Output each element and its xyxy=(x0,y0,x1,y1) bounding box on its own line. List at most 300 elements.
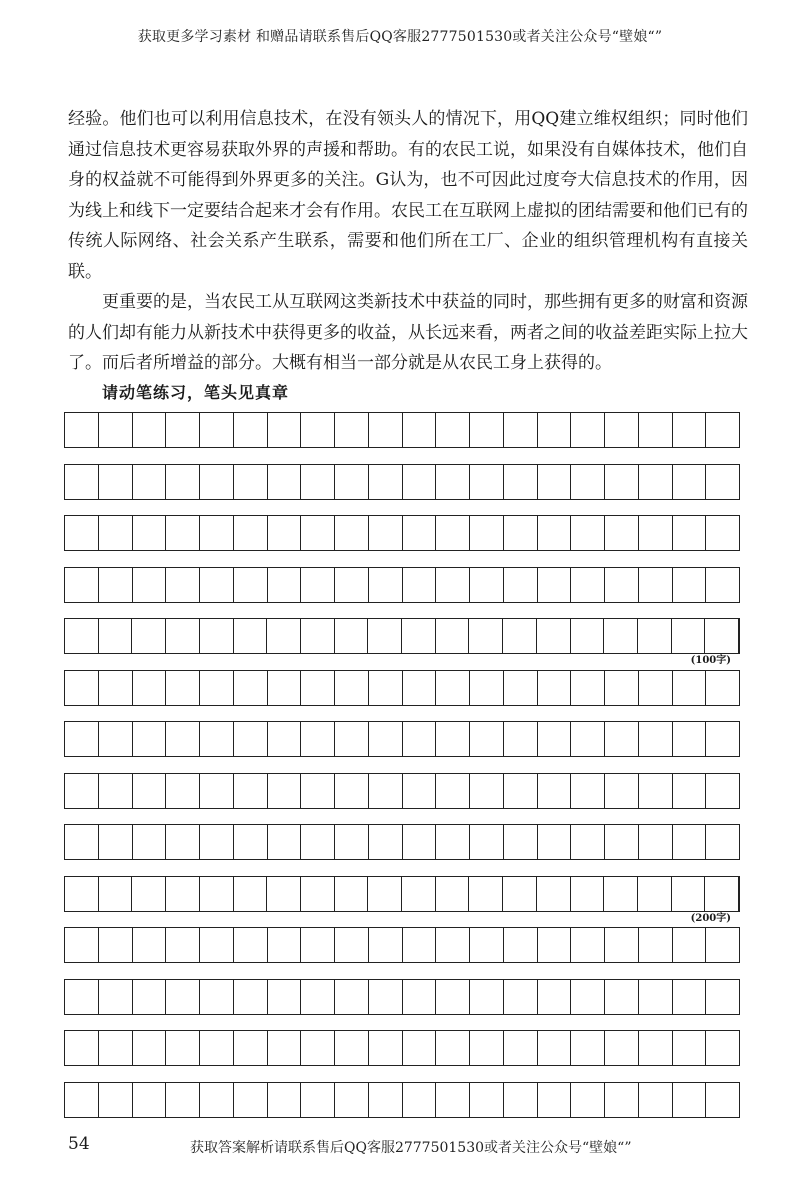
grid-cell xyxy=(335,1083,369,1117)
grid-cell xyxy=(504,516,538,550)
grid-row xyxy=(64,979,740,1015)
grid-cell xyxy=(673,722,707,756)
grid-cell xyxy=(504,465,538,499)
grid-cell xyxy=(234,568,268,602)
grid-cell xyxy=(99,568,133,602)
grid-cell xyxy=(605,1031,639,1065)
grid-cell xyxy=(99,980,133,1014)
grid-cell xyxy=(706,928,739,962)
grid-cell xyxy=(166,825,200,859)
grid-cell xyxy=(301,671,335,705)
grid-cell xyxy=(673,465,707,499)
grid-row xyxy=(64,412,740,448)
grid-cell xyxy=(571,1083,605,1117)
grid-cell xyxy=(234,619,268,653)
grid-cell xyxy=(99,774,133,808)
grid-cell xyxy=(335,825,369,859)
grid-cell xyxy=(65,671,99,705)
grid-cell xyxy=(571,980,605,1014)
grid-cell xyxy=(369,1083,403,1117)
grid-cell xyxy=(200,671,234,705)
grid-cell xyxy=(65,722,99,756)
grid-cell xyxy=(605,825,639,859)
grid-cell xyxy=(705,877,739,911)
grid-cell xyxy=(200,1031,234,1065)
grid-cell xyxy=(436,516,470,550)
grid-cell xyxy=(403,465,437,499)
grid-cell xyxy=(639,722,673,756)
grid-cell xyxy=(301,568,335,602)
grid-cell xyxy=(436,877,470,911)
grid-cell xyxy=(133,825,167,859)
grid-cell xyxy=(301,980,335,1014)
grid-cell xyxy=(673,1083,707,1117)
grid-cell xyxy=(65,413,99,447)
grid-cell xyxy=(470,1031,504,1065)
grid-cell xyxy=(706,774,739,808)
grid-cell xyxy=(65,980,99,1014)
grid-cell xyxy=(234,1031,268,1065)
grid-cell xyxy=(538,774,572,808)
grid-cell xyxy=(571,465,605,499)
grid-cell xyxy=(673,413,707,447)
practice-prompt: 请动笔练习，笔头见真章 xyxy=(102,383,290,402)
paragraph-1: 经验。他们也可以利用信息技术，在没有领头人的情况下，用QQ建立维权组织；同时他们通过信息技术更容易获取外界的声援和帮助。有的农民工说，如果没有自媒体技术，他们自身的权益就不可能得到外界更多的关注。G认为，也不可因此过度夸大信息技术的作用，因为线上和线下一定要结合起来才会有作用。农民工在互联网上虚拟的团结需要和他们已有的传统人际网络、社会关系产生联系，需要和他们所在工厂、企业的组织管理机构有直接关联。 xyxy=(68,109,748,282)
grid-cell xyxy=(335,774,369,808)
grid-cell xyxy=(99,877,133,911)
grid-row xyxy=(64,876,740,924)
grid-cell xyxy=(571,928,605,962)
grid-cell xyxy=(268,568,302,602)
grid-cell xyxy=(571,722,605,756)
grid-cell xyxy=(65,1083,99,1117)
grid-cell xyxy=(706,465,739,499)
grid-cell xyxy=(132,877,166,911)
grid-cell xyxy=(469,877,503,911)
grid-cell xyxy=(369,671,403,705)
grid-cell xyxy=(436,1031,470,1065)
grid-cell xyxy=(470,774,504,808)
grid-cell xyxy=(200,568,234,602)
grid-cell xyxy=(571,825,605,859)
grid-cell xyxy=(673,928,707,962)
grid-cell xyxy=(538,413,572,447)
grid-cell xyxy=(369,568,403,602)
grid-row xyxy=(64,670,740,706)
grid-cell xyxy=(470,928,504,962)
grid-cell xyxy=(369,825,403,859)
grid-cell xyxy=(470,671,504,705)
grid-cell xyxy=(504,671,538,705)
grid-cell xyxy=(369,1031,403,1065)
grid-row xyxy=(64,618,740,666)
word-count-mark-100: (100字) xyxy=(690,655,731,666)
grid-cell xyxy=(403,928,437,962)
grid-cell xyxy=(605,568,639,602)
grid-cell xyxy=(268,980,302,1014)
grid-cell xyxy=(639,980,673,1014)
grid-cell xyxy=(267,877,301,911)
grid-cell xyxy=(234,774,268,808)
grid-cell xyxy=(639,1083,673,1117)
grid-cell xyxy=(166,465,200,499)
grid-cell xyxy=(200,928,234,962)
grid-cell xyxy=(65,1031,99,1065)
grid-row xyxy=(64,1030,740,1066)
grid-cell xyxy=(335,877,369,911)
grid-cell xyxy=(673,825,707,859)
grid-cell xyxy=(403,825,437,859)
grid-cell xyxy=(638,877,672,911)
grid-cell xyxy=(166,671,200,705)
grid-cell xyxy=(268,516,302,550)
grid-cell xyxy=(234,465,268,499)
grid-cell xyxy=(436,671,470,705)
grid-cell xyxy=(234,877,268,911)
grid-cell xyxy=(504,1031,538,1065)
grid-cell xyxy=(504,413,538,447)
grid-cell xyxy=(65,516,99,550)
grid-cell xyxy=(99,671,133,705)
grid-cell xyxy=(436,980,470,1014)
grid-cell xyxy=(673,774,707,808)
grid-cell xyxy=(571,413,605,447)
grid-cell xyxy=(673,516,707,550)
page-header: 获取更多学习素材 和赠品请联系售后QQ客服2777501530或者关注公众号“壁娘“” xyxy=(137,29,663,45)
grid-cell xyxy=(672,619,706,653)
grid-cell xyxy=(133,928,167,962)
grid-cell xyxy=(604,877,638,911)
grid-cell xyxy=(605,516,639,550)
grid-cell xyxy=(706,1083,739,1117)
grid-cell xyxy=(166,722,200,756)
writing-grid xyxy=(64,412,740,1118)
grid-cell xyxy=(166,619,200,653)
grid-cell xyxy=(369,774,403,808)
grid-cell xyxy=(268,774,302,808)
grid-cell xyxy=(133,413,167,447)
grid-cell xyxy=(65,825,99,859)
grid-cell xyxy=(673,671,707,705)
grid-cell xyxy=(402,619,436,653)
grid-cell xyxy=(470,980,504,1014)
grid-cell xyxy=(571,1031,605,1065)
grid-cell xyxy=(706,980,739,1014)
grid-cell xyxy=(706,722,739,756)
grid-cell xyxy=(605,1083,639,1117)
grid-cell xyxy=(706,413,739,447)
grid-cell xyxy=(639,825,673,859)
grid-cell xyxy=(132,619,166,653)
grid-cell xyxy=(200,980,234,1014)
grid-cell xyxy=(133,1031,167,1065)
grid-cell xyxy=(470,568,504,602)
grid-cell xyxy=(503,877,537,911)
grid-cell xyxy=(200,465,234,499)
grid-cell xyxy=(538,671,572,705)
grid-row xyxy=(64,824,740,860)
page-footer: 获取答案解析请联系售后QQ客服2777501530或者关注公众号“壁娘“” xyxy=(190,1140,632,1156)
grid-cell xyxy=(571,619,605,653)
grid-cell xyxy=(335,568,369,602)
grid-cell xyxy=(133,465,167,499)
grid-cell xyxy=(133,1083,167,1117)
grid-cell xyxy=(234,928,268,962)
grid-cell xyxy=(301,465,335,499)
grid-cell xyxy=(200,516,234,550)
grid-cell xyxy=(335,671,369,705)
grid-cell xyxy=(672,877,706,911)
grid-cell xyxy=(436,465,470,499)
grid-cell xyxy=(538,980,572,1014)
grid-cell xyxy=(301,722,335,756)
grid-cell xyxy=(538,516,572,550)
grid-cell xyxy=(369,465,403,499)
grid-row xyxy=(64,567,740,603)
grid-cell xyxy=(99,1083,133,1117)
grid-cell xyxy=(537,619,571,653)
grid-cell xyxy=(604,619,638,653)
grid-cell xyxy=(436,774,470,808)
grid-cell xyxy=(538,1083,572,1117)
grid-cell xyxy=(234,980,268,1014)
grid-cell xyxy=(368,619,402,653)
grid-cell xyxy=(605,465,639,499)
grid-cell xyxy=(99,928,133,962)
grid-cell xyxy=(369,980,403,1014)
grid-cell xyxy=(403,413,437,447)
grid-cell xyxy=(301,928,335,962)
grid-cell xyxy=(369,928,403,962)
grid-cell xyxy=(403,516,437,550)
grid-cell xyxy=(504,928,538,962)
grid-cell xyxy=(268,1083,302,1117)
grid-row xyxy=(64,515,740,551)
grid-cell xyxy=(99,825,133,859)
grid-cell xyxy=(301,516,335,550)
grid-cell xyxy=(301,825,335,859)
grid-cell xyxy=(234,1083,268,1117)
grid-cell xyxy=(403,1031,437,1065)
grid-cell xyxy=(166,928,200,962)
grid-cell xyxy=(538,722,572,756)
grid-cell xyxy=(538,1031,572,1065)
grid-cell xyxy=(639,928,673,962)
grid-cell xyxy=(65,774,99,808)
grid-cell xyxy=(436,722,470,756)
word-count-mark-200: (200字) xyxy=(690,912,731,924)
grid-cell xyxy=(335,619,369,653)
grid-row xyxy=(64,464,740,500)
grid-cell xyxy=(639,465,673,499)
grid-cell xyxy=(470,413,504,447)
grid-cell xyxy=(133,568,167,602)
grid-cell xyxy=(65,568,99,602)
grid-cell xyxy=(166,1031,200,1065)
grid-cell xyxy=(571,774,605,808)
grid-cell xyxy=(166,774,200,808)
grid-cell xyxy=(706,516,739,550)
grid-cell xyxy=(268,465,302,499)
grid-cell xyxy=(639,671,673,705)
grid-cell xyxy=(65,465,99,499)
grid-cell xyxy=(234,413,268,447)
grid-cell xyxy=(99,722,133,756)
grid-cell xyxy=(133,980,167,1014)
grid-cell xyxy=(200,877,234,911)
grid-cell xyxy=(436,928,470,962)
grid-cell xyxy=(503,619,537,653)
grid-cell xyxy=(234,825,268,859)
grid-cell xyxy=(504,825,538,859)
grid-cell xyxy=(504,774,538,808)
grid-cell xyxy=(639,516,673,550)
grid-cell xyxy=(368,877,402,911)
grid-cell xyxy=(639,568,673,602)
grid-cell xyxy=(538,825,572,859)
grid-cell xyxy=(133,774,167,808)
grid-cell xyxy=(234,722,268,756)
grid-cell xyxy=(470,1083,504,1117)
grid-cell xyxy=(402,877,436,911)
grid-cell xyxy=(268,928,302,962)
grid-cell xyxy=(571,516,605,550)
grid-cell xyxy=(639,774,673,808)
grid-cell xyxy=(99,465,133,499)
grid-row xyxy=(64,927,740,963)
grid-cell xyxy=(504,1083,538,1117)
grid-cell xyxy=(605,928,639,962)
grid-cell xyxy=(301,1031,335,1065)
grid-cell xyxy=(301,877,335,911)
grid-cell xyxy=(234,516,268,550)
grid-cell xyxy=(234,671,268,705)
grid-cell xyxy=(369,516,403,550)
grid-cell xyxy=(706,1031,739,1065)
grid-cell xyxy=(268,413,302,447)
grid-cell xyxy=(436,413,470,447)
grid-cell xyxy=(335,980,369,1014)
grid-cell xyxy=(470,722,504,756)
grid-cell xyxy=(301,413,335,447)
grid-cell xyxy=(436,568,470,602)
grid-cell xyxy=(166,877,200,911)
grid-cell xyxy=(200,1083,234,1117)
grid-cell xyxy=(571,877,605,911)
grid-cell xyxy=(403,774,437,808)
grid-cell xyxy=(571,671,605,705)
grid-cell xyxy=(403,1083,437,1117)
grid-cell xyxy=(65,619,99,653)
grid-cell xyxy=(369,722,403,756)
grid-cell xyxy=(99,619,133,653)
grid-cell xyxy=(605,722,639,756)
grid-cell xyxy=(166,516,200,550)
grid-cell xyxy=(369,413,403,447)
grid-cell xyxy=(605,671,639,705)
grid-cell xyxy=(335,413,369,447)
grid-cell xyxy=(99,1031,133,1065)
grid-row xyxy=(64,1082,740,1118)
grid-cell xyxy=(673,1031,707,1065)
grid-cell xyxy=(301,774,335,808)
grid-cell xyxy=(200,774,234,808)
article-body xyxy=(68,104,748,379)
grid-cell xyxy=(65,877,99,911)
grid-cell xyxy=(65,928,99,962)
grid-cell xyxy=(470,516,504,550)
grid-cell xyxy=(268,1031,302,1065)
grid-cell xyxy=(99,516,133,550)
grid-cell xyxy=(639,413,673,447)
grid-cell xyxy=(706,568,739,602)
grid-cell xyxy=(335,516,369,550)
grid-cell xyxy=(301,619,335,653)
grid-cell xyxy=(403,568,437,602)
grid-cell xyxy=(436,619,470,653)
grid-cell xyxy=(166,1083,200,1117)
grid-cell xyxy=(504,568,538,602)
grid-cell xyxy=(538,465,572,499)
grid-row xyxy=(64,773,740,809)
page-number: 54 xyxy=(68,1134,90,1154)
grid-cell xyxy=(436,825,470,859)
grid-cell xyxy=(200,619,234,653)
grid-cell xyxy=(705,619,739,653)
grid-cell xyxy=(403,980,437,1014)
grid-cell xyxy=(638,619,672,653)
grid-cell xyxy=(403,722,437,756)
grid-cell xyxy=(537,877,571,911)
grid-cell xyxy=(504,980,538,1014)
grid-cell xyxy=(335,928,369,962)
grid-cell xyxy=(200,722,234,756)
grid-cell xyxy=(673,568,707,602)
grid-cell xyxy=(200,825,234,859)
grid-cell xyxy=(470,825,504,859)
grid-cell xyxy=(538,568,572,602)
grid-row xyxy=(64,721,740,757)
grid-cell xyxy=(605,774,639,808)
grid-cell xyxy=(706,671,739,705)
grid-cell xyxy=(133,671,167,705)
grid-cell xyxy=(133,722,167,756)
grid-cell xyxy=(605,413,639,447)
grid-cell xyxy=(403,671,437,705)
grid-cell xyxy=(605,980,639,1014)
grid-cell xyxy=(436,1083,470,1117)
grid-cell xyxy=(335,1031,369,1065)
paragraph-2: 更重要的是，当农民工从互联网这类新技术中获益的同时，那些拥有更多的财富和资源的人们却有能力从新技术中获得更多的收益，从长远来看，两者之间的收益差距实际上拉大了。而后者所增益的部分。大概有相当一部分就是从农民工身上获得的。 xyxy=(68,292,748,373)
grid-cell xyxy=(133,516,167,550)
grid-cell xyxy=(504,722,538,756)
grid-cell xyxy=(166,413,200,447)
grid-cell xyxy=(571,568,605,602)
grid-cell xyxy=(335,465,369,499)
grid-cell xyxy=(166,568,200,602)
grid-cell xyxy=(469,619,503,653)
grid-cell xyxy=(200,413,234,447)
grid-cell xyxy=(639,1031,673,1065)
grid-cell xyxy=(268,825,302,859)
grid-cell xyxy=(673,980,707,1014)
grid-cell xyxy=(335,722,369,756)
grid-cell xyxy=(268,671,302,705)
grid-cell xyxy=(706,825,739,859)
grid-cell xyxy=(268,722,302,756)
grid-cell xyxy=(470,465,504,499)
grid-cell xyxy=(301,1083,335,1117)
